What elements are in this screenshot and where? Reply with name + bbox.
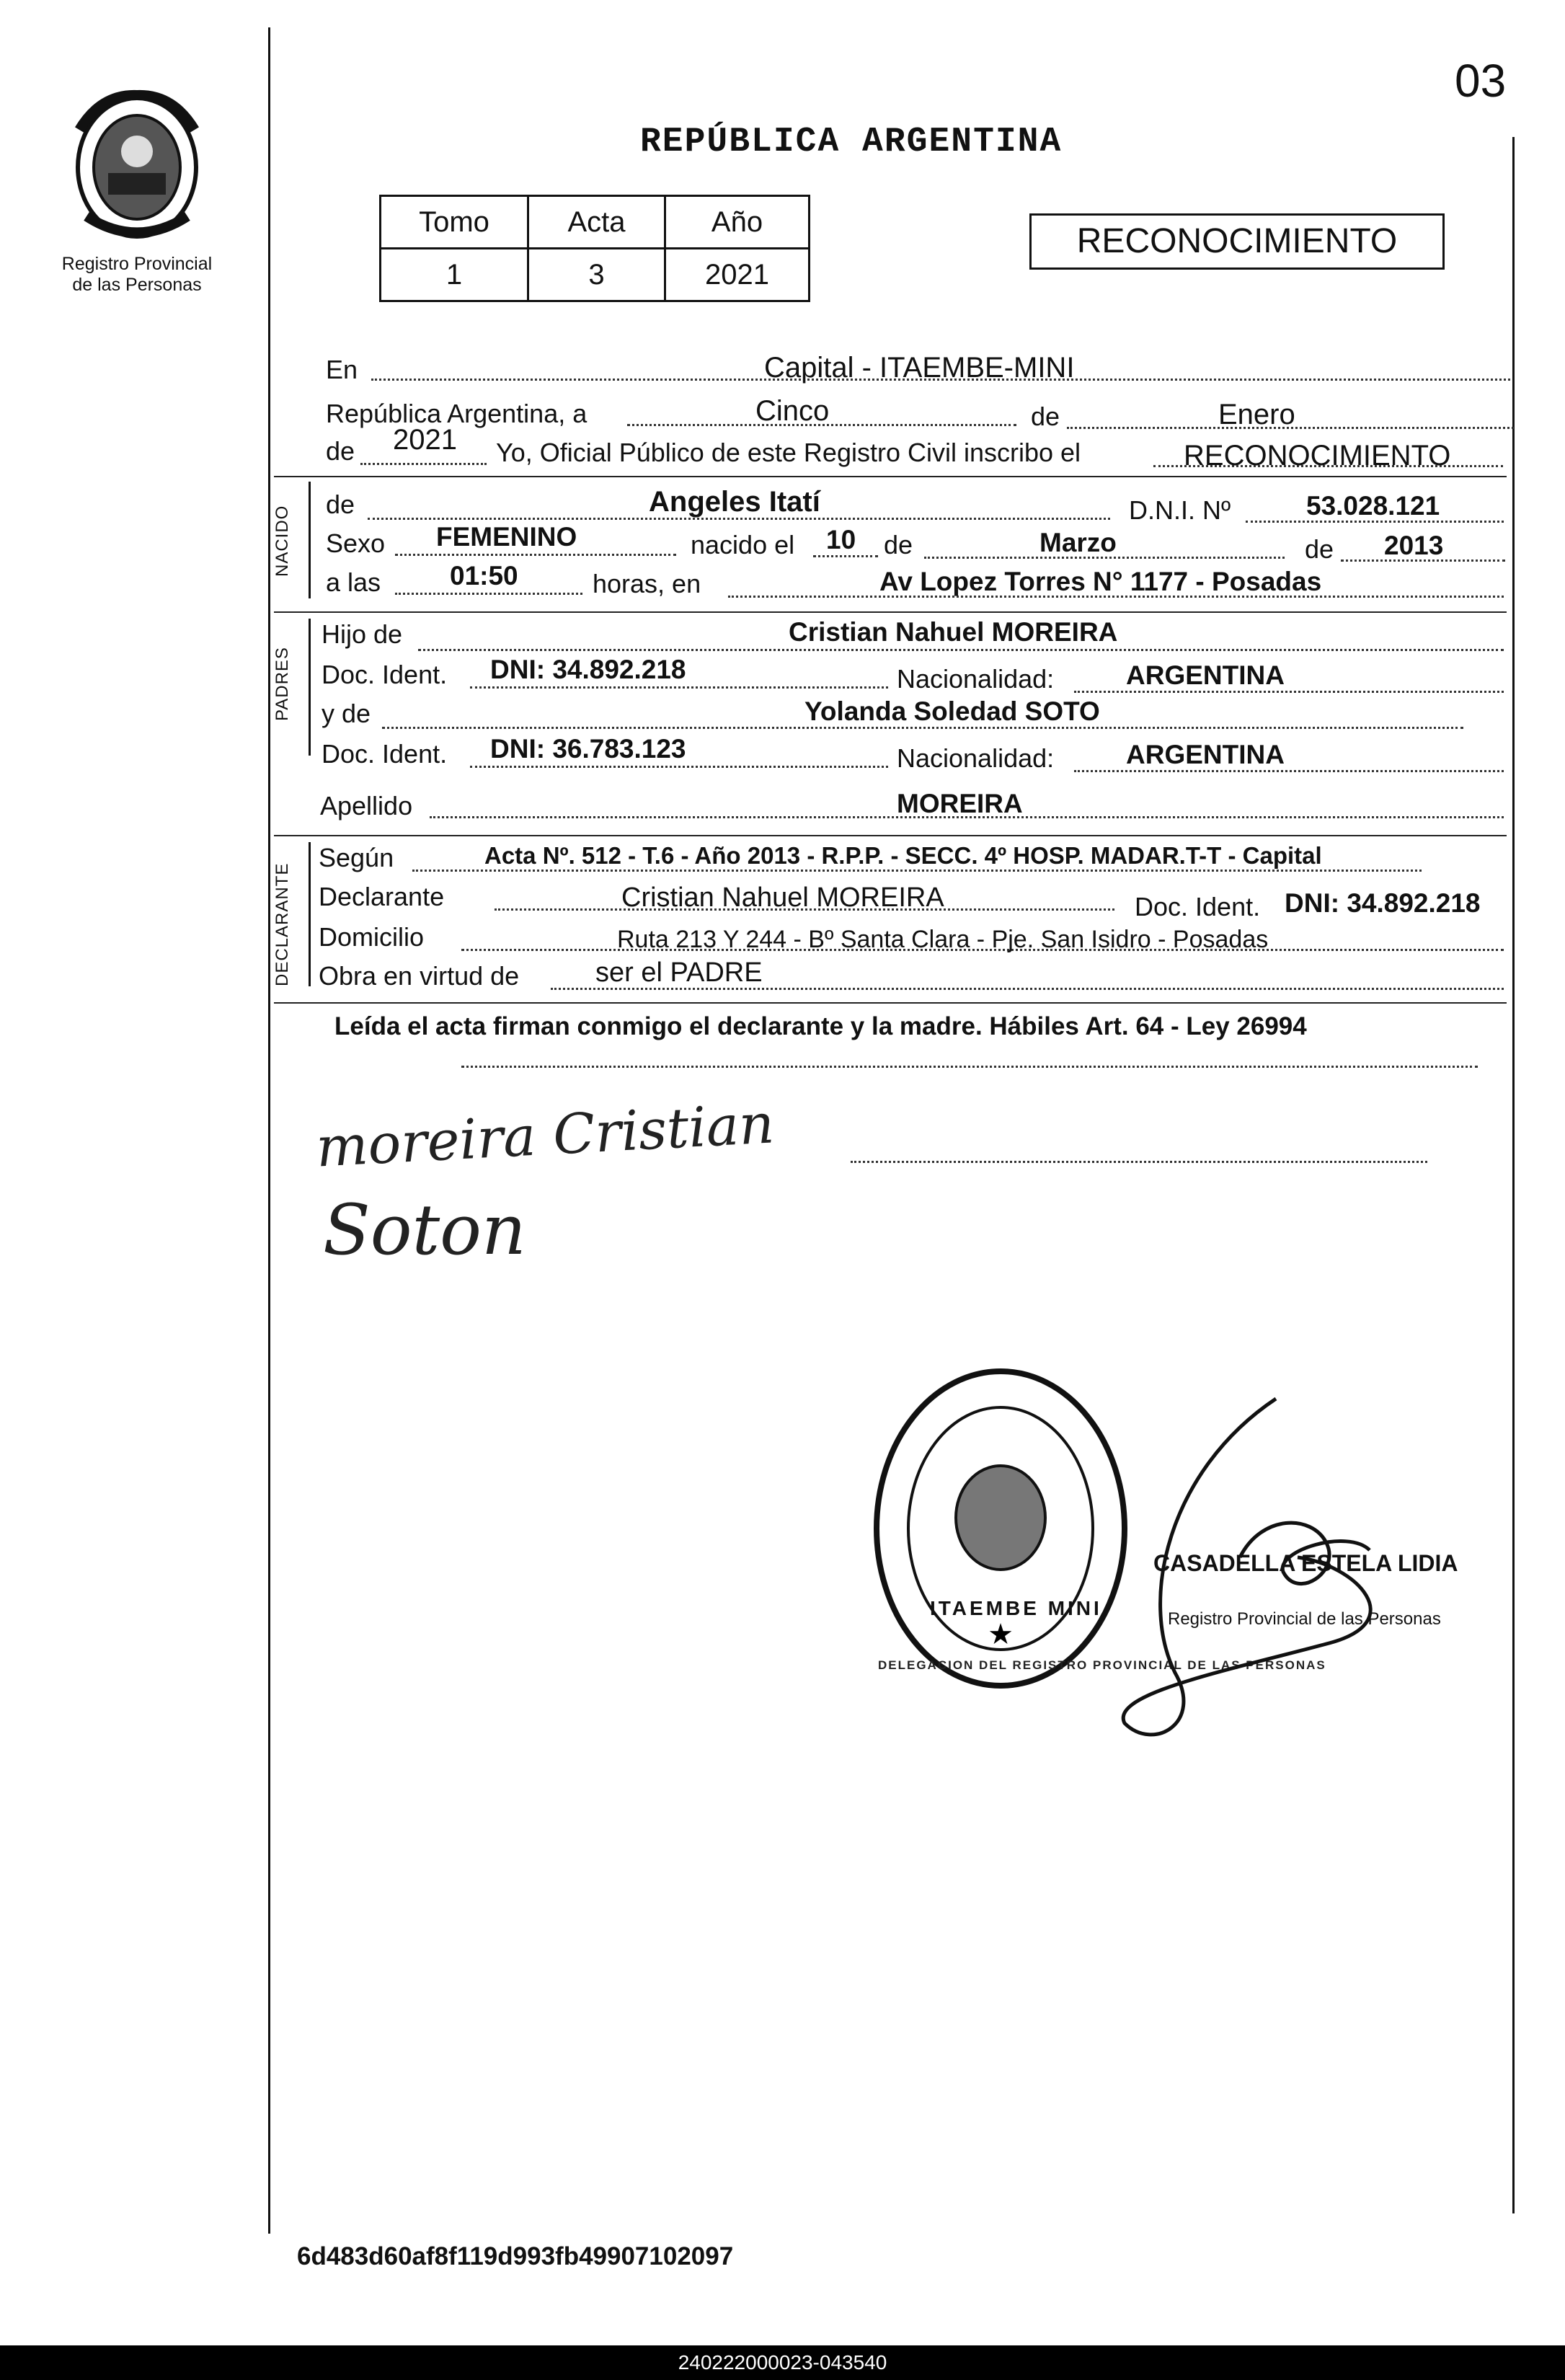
padres-bracket <box>309 619 311 756</box>
father-nat-value: ARGENTINA <box>1126 660 1285 690</box>
father-dots <box>418 649 1504 651</box>
name-value: Angeles Itatí <box>649 486 820 518</box>
dni-dots <box>1246 521 1504 523</box>
declarante-bracket <box>309 842 311 986</box>
nacido-bracket <box>309 482 311 598</box>
logo-caption <box>29 254 245 296</box>
sexo-dots <box>395 554 676 556</box>
official-name: CASADELLA ESTELA LIDIA <box>1153 1550 1458 1576</box>
father-doc-value: DNI: 34.892.218 <box>490 655 686 684</box>
mother-nat-dots <box>1074 770 1504 772</box>
tomo-header: Tomo <box>381 196 528 249</box>
father-doc-dots <box>470 686 888 689</box>
segun-label: Según <box>319 843 394 872</box>
anio-header: Año <box>665 196 810 249</box>
yde-label: y de <box>322 699 371 728</box>
official-title: Registro Provincial de las Personas <box>1168 1609 1441 1629</box>
father-value: Cristian Nahuel MOREIRA <box>789 617 1118 647</box>
official-stamp <box>856 1355 1145 1702</box>
mother-doc-label: Doc. Ident. <box>322 739 448 769</box>
document-hash: 6d483d60af8f119d993fb49907102097 <box>297 2242 734 2270</box>
father-doc-label: Doc. Ident. <box>322 660 448 689</box>
declarante-doc-value: DNI: 34.892.218 <box>1285 888 1481 918</box>
mother-nac-label: Nacionalidad: <box>897 743 1055 773</box>
document-title: REPÚBLICA ARGENTINA <box>640 123 1063 162</box>
anio-value: 2021 <box>665 249 810 301</box>
time-value: 01:50 <box>450 561 518 590</box>
declarante-top-rule <box>274 835 1507 836</box>
de2-label: de <box>326 436 355 466</box>
segun-value: Acta Nº. 512 - T.6 - Año 2013 - R.P.P. - SECC. 4º HOSP. MADAR.T-T - Capital <box>484 842 1322 869</box>
closing-text: Leída el acta firman conmigo el declarante y la madre. Hábiles Art. 64 - Ley 26994 <box>334 1012 1307 1040</box>
apellido-label: Apellido <box>320 791 413 820</box>
birth-month-value: Marzo <box>1039 528 1117 557</box>
nacido-el-label: nacido el <box>691 530 795 559</box>
dni-label: D.N.I. Nº <box>1129 495 1231 525</box>
closing-top-rule <box>274 1002 1507 1004</box>
alas-label: a las <box>326 567 381 597</box>
mother-value: Yolanda Soledad SOTO <box>804 696 1100 726</box>
segun-dots <box>412 870 1422 872</box>
domicilio-value: Ruta 213 Y 244 - Bº Santa Clara - Pje. San Isidro - Posadas <box>617 926 1269 953</box>
obra-value: ser el PADRE <box>595 957 763 988</box>
declarante-label: Declarante <box>319 882 445 911</box>
mother-doc-value: DNI: 36.783.123 <box>490 734 686 764</box>
year-dots <box>360 463 487 465</box>
padres-section-label: PADRES <box>272 647 292 721</box>
declarante-section-label: DECLARANTE <box>272 862 292 986</box>
left-frame-line <box>268 27 270 2234</box>
birth-day-value: 10 <box>826 525 856 554</box>
domicilio-label: Domicilio <box>319 922 425 952</box>
act-value: RECONOCIMIENTO <box>1184 440 1451 472</box>
year-value: 2021 <box>393 424 457 456</box>
birth-year-value: 2013 <box>1384 531 1444 560</box>
month-value: Enero <box>1218 399 1295 430</box>
closing-dots <box>461 1066 1478 1068</box>
obra-label: Obra en virtud de <box>319 961 520 991</box>
horas-label: horas, en <box>593 569 701 598</box>
logo-caption-line1: Registro Provincial <box>61 254 213 274</box>
de-label: de <box>1031 402 1060 431</box>
padres-top-rule <box>274 611 1507 613</box>
acta-header: Acta <box>528 196 665 249</box>
province-logo <box>58 87 216 252</box>
nacido-de2-label: de <box>884 530 913 559</box>
stamp-inner-text: ITAEMBE MINI <box>930 1597 1102 1619</box>
en-label: En <box>326 355 358 384</box>
nacido-de3-label: de <box>1305 534 1334 564</box>
signature-dots <box>851 1161 1427 1163</box>
page-number: 03 <box>1455 55 1507 107</box>
declarante-doc-label: Doc. Ident. <box>1135 892 1261 921</box>
nacido-de-label: de <box>326 490 355 519</box>
country-label: República Argentina, a <box>326 399 588 428</box>
signature-mother: Soton <box>323 1190 526 1270</box>
place-value: Av Lopez Torres N° 1177 - Posadas <box>879 567 1322 596</box>
signature-father: moreira Cristian <box>314 1091 776 1180</box>
nacido-top-rule <box>274 476 1507 477</box>
obra-dots <box>551 988 1504 990</box>
logo-caption-line2: de las Personas <box>72 274 202 295</box>
sexo-value: FEMENINO <box>436 522 577 552</box>
name-dots <box>368 518 1110 520</box>
inscribe-text: Yo, Oficial Público de este Registro Civil inscribo el <box>496 438 1081 467</box>
act-type-box: RECONOCIMIENTO <box>1029 213 1445 270</box>
day-value: Cinco <box>755 395 830 427</box>
time-dots <box>395 593 582 595</box>
barcode-strip: 240222000023-043540 <box>0 2345 1565 2380</box>
right-frame-line <box>1512 137 1515 2213</box>
hijo-label: Hijo de <box>322 619 403 649</box>
stamp-ring-text: DELEGACION DEL REGISTRO PROVINCIAL DE LAS PERSONAS <box>878 1658 1326 1672</box>
mother-nat-value: ARGENTINA <box>1126 740 1285 769</box>
mother-doc-dots <box>470 766 888 768</box>
declarante-value: Cristian Nahuel MOREIRA <box>621 882 944 913</box>
dni-value: 53.028.121 <box>1306 491 1440 521</box>
en-value: Capital - ITAEMBE-MINI <box>764 352 1075 384</box>
sexo-label: Sexo <box>326 528 386 558</box>
acta-value: 3 <box>528 249 665 301</box>
nacido-section-label: NACIDO <box>272 505 292 577</box>
father-nat-dots <box>1074 691 1504 693</box>
svg-text:★: ★ <box>988 1618 1014 1651</box>
record-table <box>379 195 810 302</box>
tomo-value: 1 <box>381 249 528 301</box>
apellido-value: MOREIRA <box>897 789 1023 818</box>
birth-day-dots <box>813 555 878 557</box>
father-nac-label: Nacionalidad: <box>897 664 1055 694</box>
mother-dots <box>382 727 1463 729</box>
